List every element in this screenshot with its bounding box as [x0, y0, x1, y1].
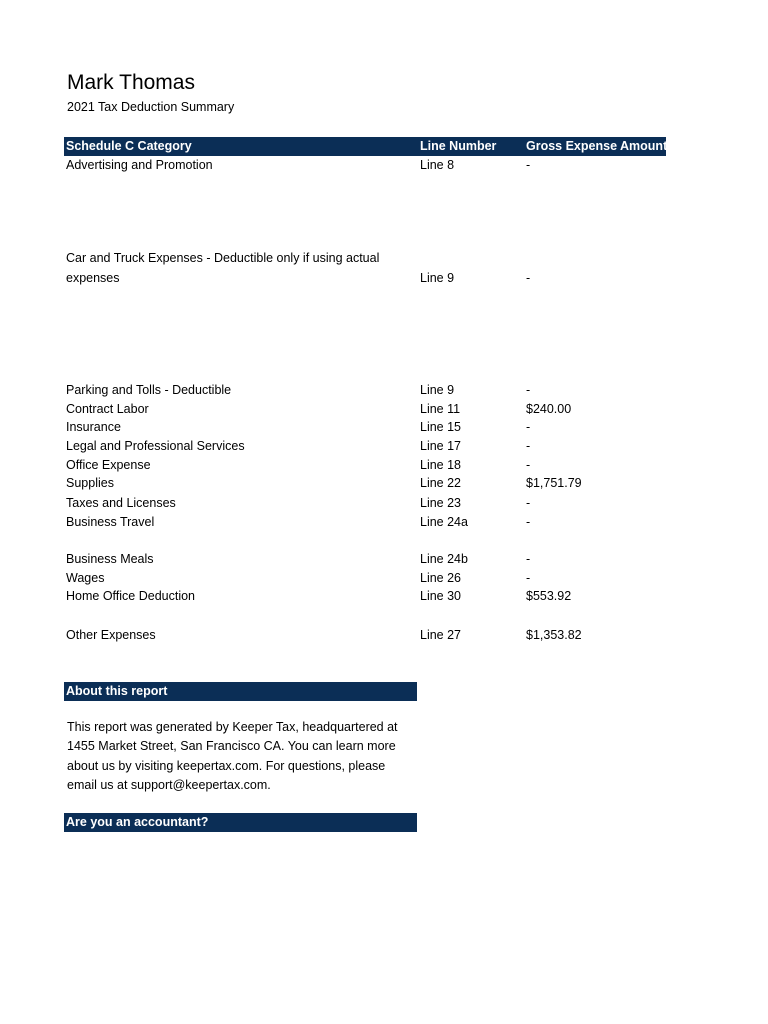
- column-header-amount: Gross Expense Amount: [526, 139, 668, 153]
- row-line: Line 18: [420, 458, 462, 472]
- about-title: About this report: [66, 684, 168, 698]
- report-subtitle: 2021 Tax Deduction Summary: [67, 100, 235, 114]
- row-line: Line 23: [420, 496, 462, 510]
- row-amount: $1,353.82: [526, 628, 582, 642]
- row-amount: -: [526, 383, 531, 397]
- row-amount: -: [526, 271, 531, 285]
- row-category: Supplies: [66, 476, 114, 490]
- row-amount: $240.00: [526, 402, 572, 416]
- row-line: Line 9: [420, 271, 455, 285]
- about-header: [64, 682, 417, 701]
- row-category: Advertising and Promotion: [66, 158, 213, 172]
- row-amount: $1,751.79: [526, 476, 582, 490]
- row-category: Home Office Deduction: [66, 589, 195, 603]
- row-amount: -: [526, 158, 531, 172]
- row-category-continued: expenses: [66, 271, 120, 285]
- report-name: Mark Thomas: [67, 71, 195, 94]
- row-amount: -: [526, 420, 531, 434]
- row-line: Line 30: [420, 589, 462, 603]
- row-amount: -: [526, 552, 531, 566]
- row-line: Line 8: [420, 158, 455, 172]
- row-category: Parking and Tolls - Deductible: [66, 383, 232, 397]
- row-line: Line 24b: [420, 552, 468, 566]
- row-category: Business Travel: [66, 515, 155, 529]
- row-line: Line 11: [420, 402, 461, 416]
- row-category: Taxes and Licenses: [66, 496, 176, 510]
- column-header-category: Schedule C Category: [66, 139, 192, 153]
- row-category: Insurance: [66, 420, 121, 434]
- row-category: Legal and Professional Services: [66, 439, 245, 453]
- row-line: Line 15: [420, 420, 462, 434]
- about-text: This report was generated by Keeper Tax, headquartered at 1455 Market Street, San Francisco CA. You can learn more about us by visiting keepertax.com. For questions, please email us at support@keepertax.com.: [67, 720, 398, 792]
- row-amount: $553.92: [526, 589, 572, 603]
- row-line: Line 24a: [420, 515, 468, 529]
- row-amount: -: [526, 458, 531, 472]
- row-amount: -: [526, 571, 531, 585]
- row-amount: -: [526, 496, 531, 510]
- row-amount: -: [526, 515, 531, 529]
- accountant-title: Are you an accountant?: [66, 815, 209, 829]
- row-amount: -: [526, 439, 531, 453]
- row-line: Line 26: [420, 571, 462, 585]
- row-line: Line 27: [420, 628, 462, 642]
- row-category: Wages: [66, 571, 105, 585]
- accountant-header: [64, 813, 417, 832]
- row-category: Other Expenses: [66, 628, 156, 642]
- row-category: Business Meals: [66, 552, 154, 566]
- row-line: Line 17: [420, 439, 462, 453]
- row-line: Line 22: [420, 476, 462, 490]
- column-header-line: Line Number: [420, 139, 497, 153]
- table-header: [64, 137, 666, 156]
- row-line: Line 9: [420, 383, 455, 397]
- row-category: Contract Labor: [66, 402, 149, 416]
- row-category: Car and Truck Expenses - Deductible only if using actual: [66, 251, 380, 265]
- row-category: Office Expense: [66, 458, 151, 472]
